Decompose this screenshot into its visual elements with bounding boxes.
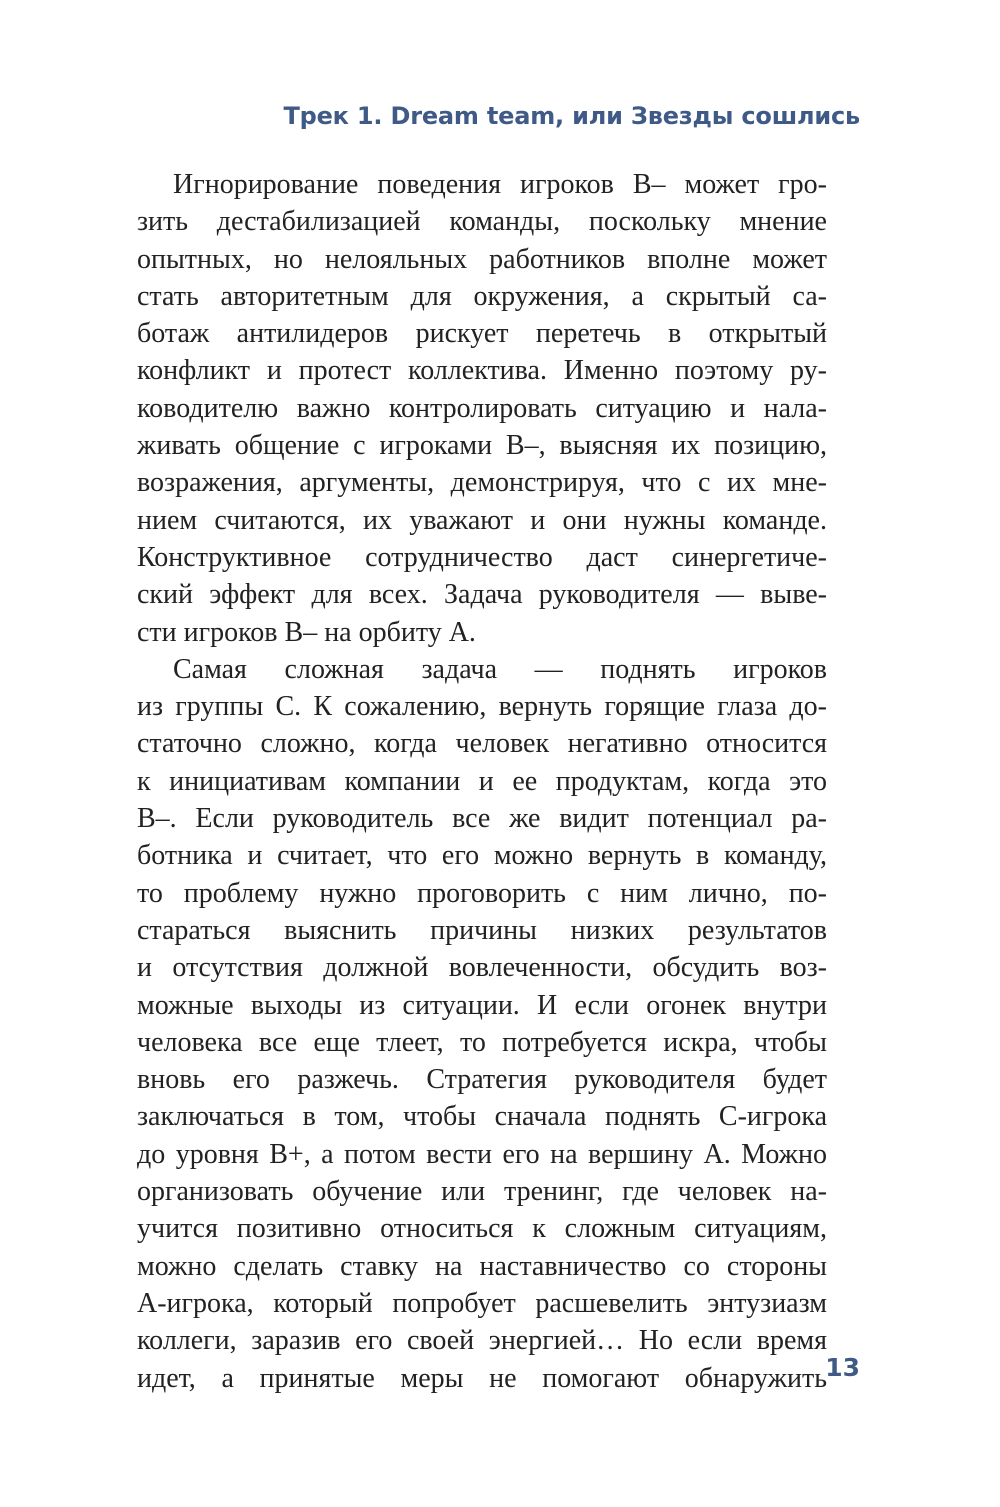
- text-line: коллеги, заразив его своей энергией… Но если время: [137, 1325, 827, 1357]
- body-text: [137, 166, 827, 1397]
- text-line: ский эффект для всех. Задача руководителя — выве-: [137, 579, 827, 611]
- text-line: статочно сложно, когда человек негативно относится: [137, 728, 827, 760]
- text-line: идет, а принятые меры не помогают обнаружить: [137, 1362, 827, 1394]
- text-line: ботаж антилидеров рискует перетечь в открытый: [137, 318, 827, 350]
- text-line: до уровня В+, а потом вести его на вершину А. Можно: [137, 1138, 827, 1170]
- running-header: Трек 1. Dream team, или Звезды сошлись: [283, 102, 860, 130]
- text-line: стараться выяснить причины низких результатов: [137, 914, 827, 946]
- text-line: возражения, аргументы, демонстрируя, что с их мне-: [137, 467, 827, 499]
- text-line: можно сделать ставку на наставничество со стороны: [137, 1250, 827, 1282]
- text-line: нием считаются, их уважают и они нужны команде.: [137, 504, 827, 536]
- paragraph: [137, 651, 827, 1397]
- text-line: А-игрока, который попробует расшевелить энтузиазм: [137, 1287, 827, 1319]
- text-line: человека все еще тлеет, то потребуется искра, чтобы: [137, 1026, 827, 1058]
- text-line: В–. Если руководитель все же видит потенциал ра-: [137, 803, 827, 835]
- text-line: живать общение с игроками В–, выясняя их позицию,: [137, 430, 827, 462]
- text-line: учится позитивно относиться к сложным ситуациям,: [137, 1213, 827, 1245]
- text-line: то проблему нужно проговорить с ним лично, по-: [137, 877, 827, 909]
- text-line: сти игроков В– на орбиту А.: [137, 616, 476, 648]
- text-line: опытных, но нелояльных работников вполне может: [137, 243, 827, 275]
- text-line: Самая сложная задача — поднять игроков: [173, 653, 827, 685]
- paragraph: [137, 166, 827, 651]
- text-line: ководителю важно контролировать ситуацию и нала-: [137, 392, 827, 424]
- text-line: конфликт и протест коллектива. Именно поэтому ру-: [137, 355, 827, 387]
- text-line: к инициативам компании и ее продуктам, когда это: [137, 765, 827, 797]
- text-line: Конструктивное сотрудничество даст синергетиче-: [137, 541, 827, 573]
- text-line: зить дестабилизацией команды, поскольку мнение: [137, 206, 827, 238]
- text-line: заключаться в том, чтобы сначала поднять С-игрока: [137, 1101, 827, 1133]
- text-line: вновь его разжечь. Стратегия руководителя будет: [137, 1064, 827, 1096]
- text-line: можные выходы из ситуации. И если огонек внутри: [137, 989, 827, 1021]
- text-line: организовать обучение или тренинг, где человек на-: [137, 1176, 827, 1208]
- text-line: и отсутствия должной вовлеченности, обсудить воз-: [137, 952, 827, 984]
- text-line: из группы С. К сожалению, вернуть горящие глаза до-: [137, 691, 827, 723]
- text-line: ботника и считает, что его можно вернуть в команду,: [137, 840, 827, 872]
- text-line: стать авторитетным для окружения, а скрытый са-: [137, 280, 827, 312]
- page-number: 13: [825, 1353, 860, 1382]
- text-line: Игнорирование поведения игроков В– может гро-: [173, 169, 827, 200]
